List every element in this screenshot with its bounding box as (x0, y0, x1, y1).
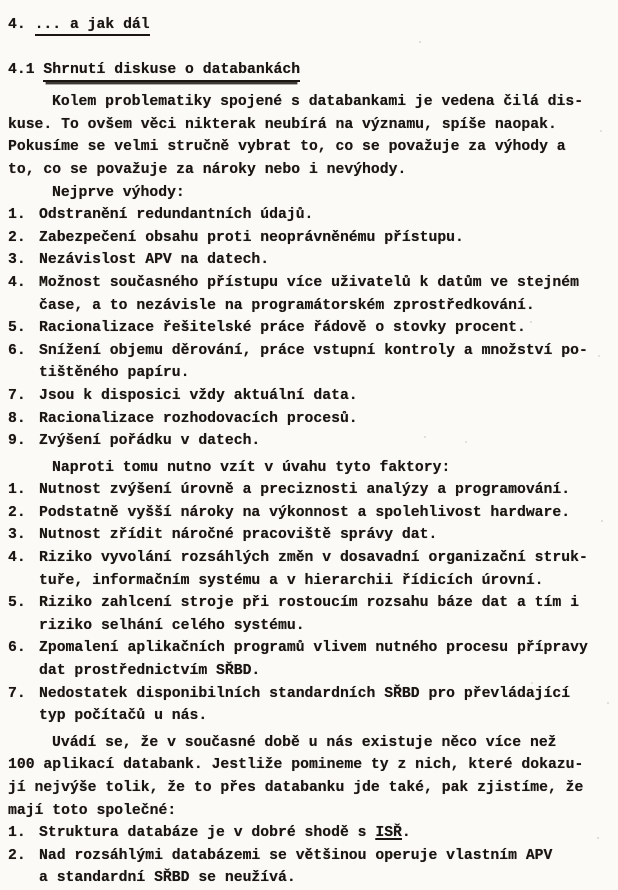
list-item (8, 204, 604, 227)
item-text-line: Zvýšení pořádku v datech. (39, 433, 261, 450)
list-item (8, 502, 604, 525)
item-text-line: Nutnost zvýšení úrovně a preciznosti analýzy a programování. (39, 482, 571, 499)
paragraph-line: Kolem problematiky spojené s databankami je vedena čilá dis- (52, 94, 584, 111)
list-item (8, 637, 604, 682)
item-text-line: Možnost současného přístupu více uživatelů k datům ve stejném (39, 274, 579, 291)
item-number: 1. (8, 825, 26, 842)
section-heading (8, 14, 604, 37)
item-number: 2. (8, 847, 26, 864)
item-text: . (401, 825, 411, 842)
item-number: 7. (8, 387, 26, 404)
item-text-line: Snížení objemu děrování, práce vstupní kontroly a množství po- (39, 342, 588, 359)
item-number: 5. (8, 320, 26, 337)
advantages-lead: Nejprve výhody: (52, 184, 185, 201)
item-text-line: Racionalizace řešitelské práce řádově o stovky procent. (39, 320, 526, 337)
item-text-line: Nutnost zřídit náročné pracoviště správy dat. (39, 527, 438, 544)
section-title: ... a jak dál (35, 17, 150, 36)
item-number: 1. (8, 207, 26, 224)
item-number: 7. (8, 685, 26, 702)
item-text-line: Odstranění redundantních údajů. (39, 207, 314, 224)
list-item (8, 408, 604, 431)
item-text-line: tuře, informačním systému a v hierarchii řídicích úrovní. (39, 572, 544, 589)
section-number: 4. (8, 17, 26, 33)
list-item (8, 683, 604, 728)
subsection-heading (8, 59, 604, 82)
item-number: 6. (8, 640, 26, 657)
item-text-line: riziko selhání celého systému. (39, 617, 305, 634)
item-text-line: typ počítačů u nás. (39, 708, 208, 725)
item-text-line: Zabezpečení obsahu proti neoprávněnému přístupu. (39, 229, 464, 246)
item-text-line: Jsou k disposici vždy aktuální data. (39, 387, 358, 404)
item-number: 6. (8, 342, 26, 359)
intro-paragraph (8, 91, 604, 181)
item-number: 3. (8, 252, 26, 269)
subsection-title: Shrnutí diskuse o databankách (43, 62, 300, 82)
common-traits-list (8, 822, 604, 890)
item-text-line: dat prostřednictvím SŘBD. (39, 663, 261, 680)
paragraph-line: kuse. To ovšem věci nikterak neubírá na významu, spíše naopak. (8, 116, 557, 133)
item-number: 2. (8, 504, 26, 521)
item-text-line: tištěného papíru. (39, 365, 190, 382)
item-text-line: Nedostatek disponibilních standardních SŘBD pro převládající (39, 685, 571, 702)
item-text-line: a standardní SŘBD se neužívá. (39, 870, 296, 887)
list-item (8, 249, 604, 272)
item-text-line: Nad rozsáhlými databázemi se většinou operuje vlastním APV (39, 847, 553, 864)
list-item (8, 430, 604, 453)
list-item (8, 227, 604, 250)
subsection-number: 4.1 (8, 61, 35, 78)
list-item (8, 340, 604, 385)
summary-paragraph (8, 732, 604, 822)
factors-list (8, 479, 604, 728)
item-text-line: Zpomalení aplikačních programů vlivem nutného procesu přípravy (39, 640, 588, 657)
item-number: 5. (8, 595, 26, 612)
item-text-line: Riziko zahlcení stroje při rostoucím rozsahu báze dat a tím i (39, 595, 579, 612)
paragraph-line: Pokusíme se velmi stručně vybrat to, co se považuje za výhody a (8, 139, 566, 156)
list-item (8, 317, 604, 340)
item-number: 3. (8, 527, 26, 544)
item-number: 1. (8, 482, 26, 499)
list-item (8, 845, 604, 890)
item-text-line: Podstatně vyšší nároky na výkonnost a spolehlivost hardware. (39, 504, 571, 521)
item-number: 4. (8, 550, 26, 567)
underlined-abbreviation: ISŘ (375, 825, 402, 842)
item-text-line (39, 822, 604, 845)
advantages-list (8, 204, 604, 453)
item-number: 4. (8, 274, 26, 291)
item-number: 2. (8, 229, 26, 246)
list-item (8, 592, 604, 637)
item-text-line: čase, a to nezávisle na programátorském zprostředkování. (39, 297, 535, 314)
paragraph-line: 100 aplikací databank. Jestliže pomineme ty z nich, které dokazu- (8, 757, 584, 774)
item-number: 8. (8, 410, 26, 427)
item-text-line: Racionalizace rozhodovacích procesů. (39, 410, 358, 427)
paragraph-line: mají toto společné: (8, 802, 177, 819)
item-text: Struktura databáze je v dobré shodě s (39, 825, 376, 842)
paragraph-line: Uvádí se, že v současné době u nás existuje něco více než (52, 734, 557, 751)
list-item (8, 479, 604, 502)
item-number: 9. (8, 433, 26, 450)
item-text-line: Riziko vyvolání rozsáhlých změn v dosavadní organizační struk- (39, 550, 588, 567)
paragraph-line: jí nejvýše tolik, že to přes databanku jde také, pak zjistíme, že (8, 780, 584, 796)
list-item (8, 385, 604, 408)
list-item (8, 524, 604, 547)
item-text-line: Nezávislost APV na datech. (39, 252, 270, 269)
list-item (8, 547, 604, 592)
paragraph-line: to, co se považuje za nároky nebo i nevýhody. (8, 161, 407, 178)
factors-lead: Naproti tomu nutno vzít v úvahu tyto faktory: (52, 459, 451, 476)
list-item (8, 272, 604, 317)
list-item (8, 822, 604, 845)
